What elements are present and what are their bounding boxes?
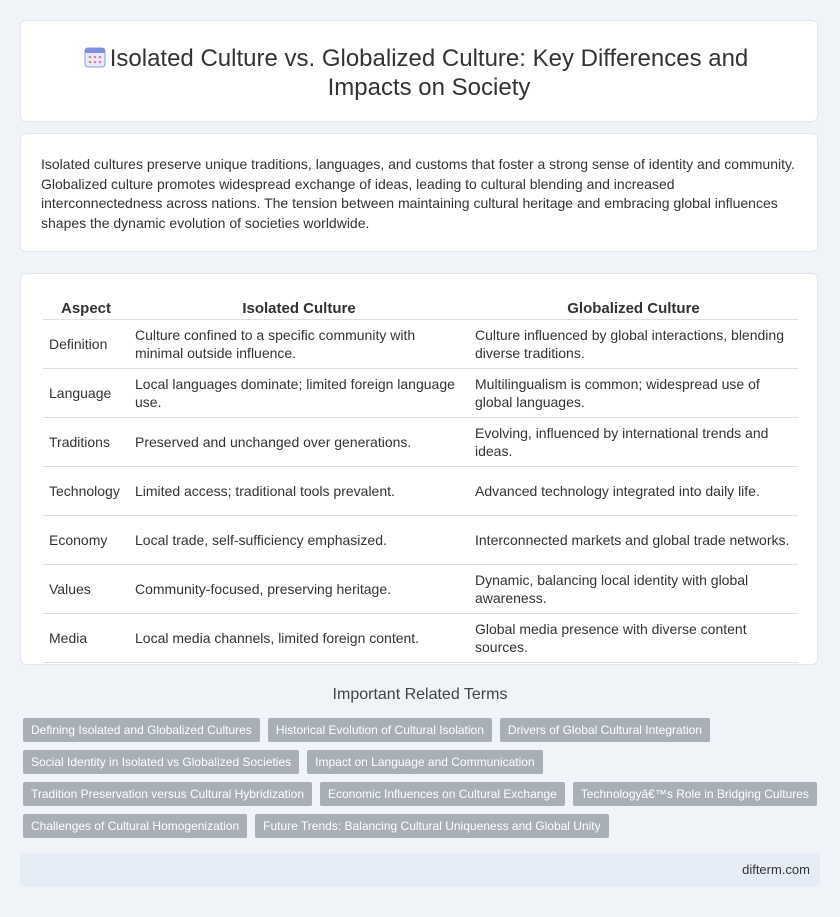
related-term-tag[interactable]: Tradition Preservation versus Cultural Hybridization bbox=[23, 782, 312, 806]
globalized-cell: Evolving, influenced by international trends and ideas. bbox=[469, 418, 798, 467]
footer bbox=[20, 853, 820, 887]
aspect-cell: Values bbox=[43, 565, 129, 614]
related-term-tag[interactable]: Impact on Language and Communication bbox=[307, 750, 542, 774]
table-row bbox=[43, 565, 798, 614]
aspect-cell: Media bbox=[43, 614, 129, 663]
isolated-cell: Local languages dominate; limited foreign language use. bbox=[129, 369, 469, 418]
isolated-cell: Limited access; traditional tools prevalent. bbox=[129, 467, 469, 516]
globalized-cell: Advanced technology integrated into daily life. bbox=[469, 467, 798, 516]
globalized-cell: Culture influenced by global interactions, blending diverse traditions. bbox=[469, 320, 798, 369]
intro-paragraph: Isolated cultures preserve unique traditions, languages, and customs that foster a strong sense of identity and community. Globalized culture promotes widespread exchange of ideas, leading to cultural blending and increased interconnectedness across nations. The tension between maintaining cultural heritage and embracing global influences shapes the dynamic evolution of societies worldwide. bbox=[41, 156, 795, 231]
aspect-cell: Definition bbox=[43, 320, 129, 369]
aspect-cell: Economy bbox=[43, 516, 129, 565]
table-row bbox=[43, 614, 798, 663]
globalized-cell: Multilingualism is common; widespread use of global languages. bbox=[469, 369, 798, 418]
footer-site[interactable]: difterm.com bbox=[742, 862, 810, 877]
globalized-cell: Global media presence with diverse content sources. bbox=[469, 614, 798, 663]
comparison-card bbox=[20, 273, 818, 665]
table-row bbox=[43, 516, 798, 565]
aspect-cell: Language bbox=[43, 369, 129, 418]
related-term-tag[interactable]: Historical Evolution of Cultural Isolation bbox=[268, 718, 492, 742]
table-row bbox=[43, 467, 798, 516]
table-row bbox=[43, 320, 798, 369]
related-term-tag[interactable]: Challenges of Cultural Homogenization bbox=[23, 814, 247, 838]
header-globalized: Globalized Culture bbox=[469, 296, 798, 320]
title-card bbox=[20, 20, 818, 122]
page-title: Isolated Culture vs. Globalized Culture: Key Differences and Impacts on Society bbox=[109, 45, 749, 101]
intro-card bbox=[20, 133, 818, 252]
related-terms-heading: Important Related Terms bbox=[332, 686, 508, 703]
header-aspect: Aspect bbox=[43, 296, 129, 320]
isolated-cell: Culture confined to a specific community with minimal outside influence. bbox=[129, 320, 469, 369]
globalized-cell: Interconnected markets and global trade networks. bbox=[469, 516, 798, 565]
comparison-table bbox=[43, 296, 798, 663]
table-row bbox=[43, 418, 798, 467]
related-term-tag[interactable]: Defining Isolated and Globalized Cultures bbox=[23, 718, 260, 742]
related-terms-list bbox=[23, 718, 813, 846]
related-term-tag[interactable]: Economic Influences on Cultural Exchange bbox=[320, 782, 565, 806]
isolated-cell: Local media channels, limited foreign content. bbox=[129, 614, 469, 663]
isolated-cell: Community-focused, preserving heritage. bbox=[129, 565, 469, 614]
aspect-cell: Traditions bbox=[43, 418, 129, 467]
table-header-row bbox=[43, 296, 798, 320]
globalized-cell: Dynamic, balancing local identity with global awareness. bbox=[469, 565, 798, 614]
related-term-tag[interactable]: Drivers of Global Cultural Integration bbox=[500, 718, 710, 742]
related-term-tag[interactable]: Future Trends: Balancing Cultural Uniqueness and Global Unity bbox=[255, 814, 609, 838]
isolated-cell: Preserved and unchanged over generations. bbox=[129, 418, 469, 467]
aspect-cell: Technology bbox=[43, 467, 129, 516]
related-term-tag[interactable]: Technologyâ€™s Role in Bridging Cultures bbox=[573, 782, 817, 806]
table-row bbox=[43, 369, 798, 418]
header-isolated: Isolated Culture bbox=[129, 296, 469, 320]
related-term-tag[interactable]: Social Identity in Isolated vs Globalized Societies bbox=[23, 750, 299, 774]
isolated-cell: Local trade, self-sufficiency emphasized. bbox=[129, 516, 469, 565]
